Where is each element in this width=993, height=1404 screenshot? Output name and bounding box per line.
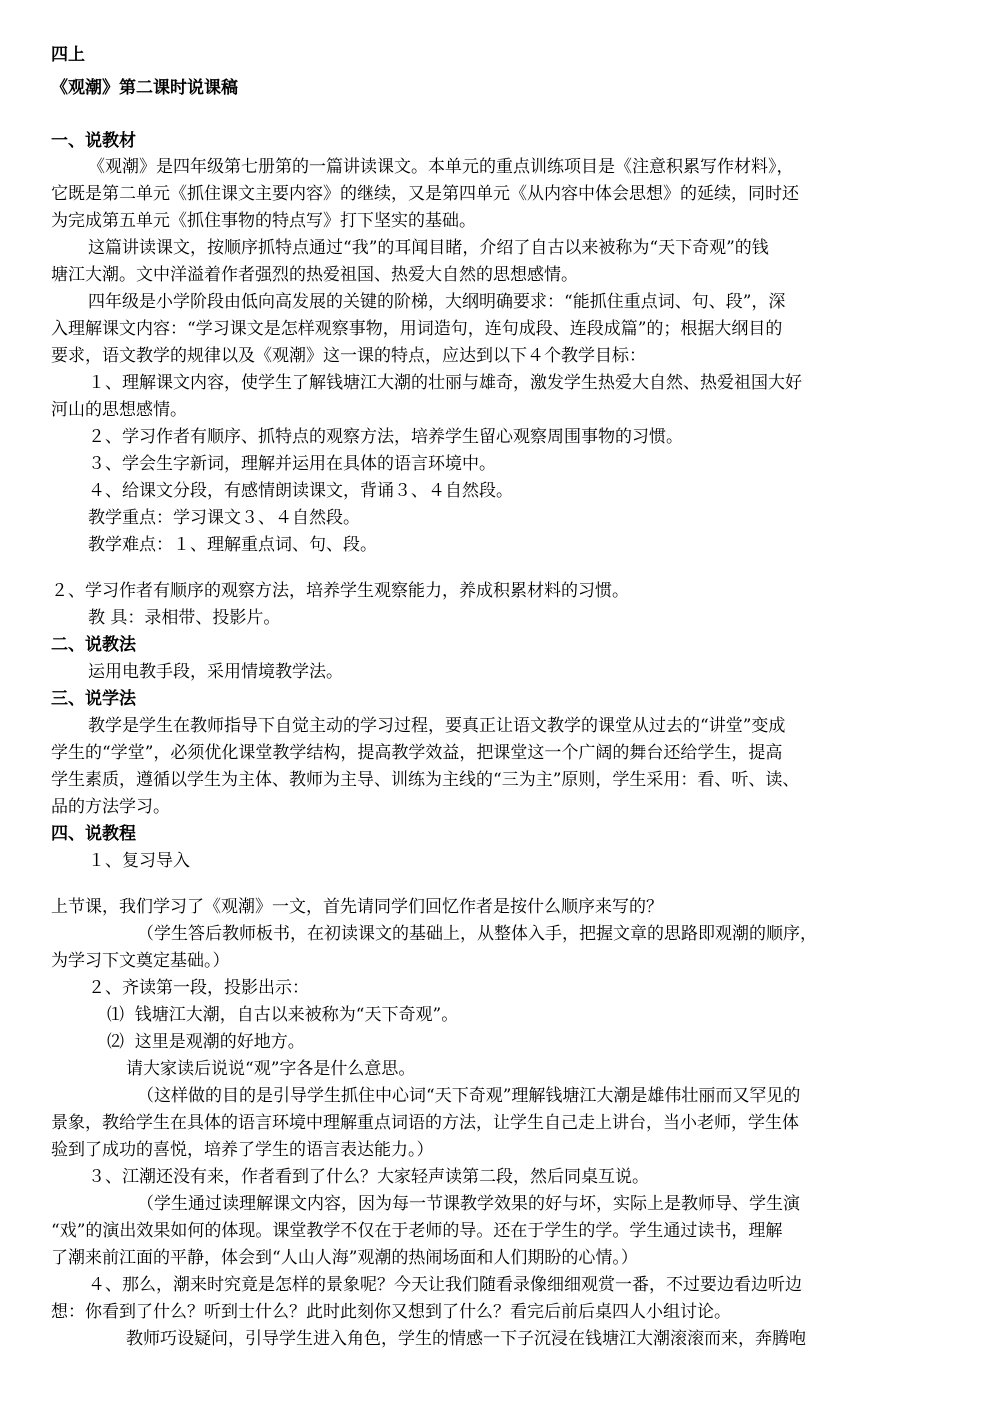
key-point-line: 教学重点：学习课文３、４自然段。 — [88, 508, 360, 528]
paragraph-line: 学生的“学堂”，必须优化课堂教学结构，提高教学效益，把课堂这一个广阔的舞台还给学生，提高 — [51, 743, 783, 763]
doc-title: 《观潮》第二课时说课稿 — [51, 78, 238, 98]
paragraph-line: 为学习下文奠定基础。） — [51, 951, 230, 971]
paragraph-line: （学生答后教师板书，在初读课文的基础上，从整体入手，把握文章的思路即观潮的顺序， — [137, 924, 817, 944]
step-heading: ４、那么，潮来时究竟是怎样的景象呢？今天让我们随看录像细细观赏一番，不过要边看边听边 — [88, 1275, 802, 1295]
doc-grade-label: 四上 — [51, 45, 85, 65]
paragraph-line: 要求，语文教学的规律以及《观潮》这一课的特点，应达到以下４个教学目标： — [51, 346, 646, 366]
paragraph-line: 《观潮》是四年级第七册第的一篇讲读课文。本单元的重点训练项目是《注意积累写作材料》， — [88, 157, 794, 177]
objective-line: ２、学习作者有顺序、抓特点的观察方法，培养学生留心观察周围事物的习惯。 — [88, 427, 683, 447]
paragraph-line: 学生素质，遵循以学生为主体、教师为主导、训练为主线的“三为主”原则，学生采用：看、听、读、 — [51, 770, 800, 790]
paragraph-line: 请大家读后说说“观”字各是什么意思。 — [126, 1059, 416, 1079]
difficulty-line: ２、学习作者有顺序的观察方法，培养学生观察能力，养成积累材料的习惯。 — [51, 581, 629, 601]
paragraph-line: 品的方法学习。 — [51, 797, 170, 817]
paragraph-line: 上节课，我们学习了《观潮》一文，首先请同学们回忆作者是按什么顺序来写的？ — [51, 897, 663, 917]
paragraph-line: 想：你看到了什么？听到士什么？此时此刻你又想到了什么？看完后前后桌四人小组讨论。 — [51, 1302, 731, 1322]
paragraph-line: 运用电教手段，采用情境教学法。 — [88, 662, 343, 682]
objective-line: ４、给课文分段，有感情朗读课文，背诵３、４自然段。 — [88, 481, 513, 501]
paragraph-line: 塘江大潮。文中洋溢着作者强烈的热爱祖国、热爱大自然的思想感情。 — [51, 265, 578, 285]
paragraph-line: 这篇讲读课文，按顺序抓特点通过“我”的耳闻目睹，介绍了自古以来被称为“天下奇观”的钱 — [88, 238, 769, 258]
tools-line: 教 具：录相带、投影片。 — [88, 608, 281, 628]
paragraph-line: 了潮来前江面的平静，体会到“人山人海”观潮的热闹场面和人们期盼的心情。） — [51, 1248, 638, 1268]
step-heading: ３、江潮还没有来，作者看到了什么？大家轻声读第二段，然后同桌互说。 — [88, 1167, 649, 1187]
paragraph-line: 入理解课文内容：“学习课文是怎样观察事物，用词造句，连句成段、连段成篇”的；根据大纲目的 — [51, 319, 783, 339]
paragraph-line: 四年级是小学阶段由低向高发展的关键的阶梯，大纲明确要求：“能抓住重点词、句、段”，深 — [88, 292, 786, 312]
objective-line: 河山的思想感情。 — [51, 400, 187, 420]
projected-item: ⑴ 钱塘江大潮，自古以来被称为“天下奇观”。 — [107, 1005, 459, 1025]
paragraph-line: 教师巧设疑问，引导学生进入角色，学生的情感一下子沉浸在钱塘江大潮滚滚而来，奔腾咆 — [126, 1329, 806, 1349]
projected-item: ⑵ 这里是观潮的好地方。 — [107, 1032, 305, 1052]
section-heading-2: 二、说教法 — [51, 635, 136, 655]
section-heading-3: 三、说学法 — [51, 689, 136, 709]
paragraph-line: 景象，教给学生在具体的语言环境中理解重点词语的方法，让学生自己走上讲台，当小老师，学生体 — [51, 1113, 799, 1133]
paragraph-line: （这样做的目的是引导学生抓住中心词“天下奇观”理解钱塘江大潮是雄伟壮丽而又罕见的 — [137, 1086, 801, 1106]
section-heading-4: 四、说教程 — [51, 824, 136, 844]
paragraph-line: 验到了成功的喜悦，培养了学生的语言表达能力。） — [51, 1140, 434, 1160]
difficulty-line: 教学难点：１、理解重点词、句、段。 — [88, 535, 377, 555]
paragraph-line: 为完成第五单元《抓住事物的特点写》打下坚实的基础。 — [51, 211, 476, 231]
paragraph-line: 它既是第二单元《抓住课文主要内容》的继续，又是第四单元《从内容中体会思想》的延续，同时还 — [51, 184, 799, 204]
paragraph-line: （学生通过读理解课文内容，因为每一节课教学效果的好与坏，实际上是教师导、学生演 — [137, 1194, 800, 1214]
step-heading: ２、齐读第一段，投影出示： — [88, 978, 309, 998]
objective-line: ３、学会生字新词，理解并运用在具体的语言环境中。 — [88, 454, 496, 474]
step-heading: １、复习导入 — [88, 851, 190, 871]
objective-line: １、理解课文内容，使学生了解钱塘江大潮的壮丽与雄奇，激发学生热爱大自然、热爱祖国大好 — [88, 373, 802, 393]
paragraph-line: 教学是学生在教师指导下自觉主动的学习过程，要真正让语文教学的课堂从过去的“讲堂”变成 — [88, 716, 786, 736]
section-heading-1: 一、说教材 — [51, 131, 136, 151]
paragraph-line: “戏”的演出效果如何的体现。课堂教学不仅在于老师的导。还在于学生的学。学生通过读书，理解 — [51, 1221, 783, 1241]
